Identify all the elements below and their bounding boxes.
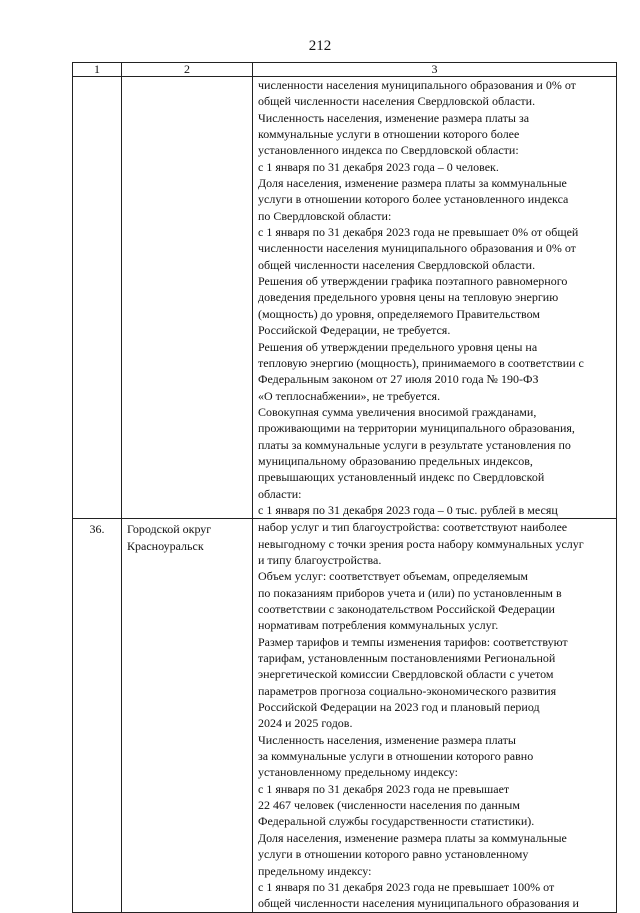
- table-row-36: [73, 519, 617, 912]
- text-line: набор услуг и тип благоустройства: соответствуют наиболее: [258, 520, 568, 535]
- row-number-cell: [73, 77, 122, 519]
- text-line: предельному индексу:: [258, 863, 372, 878]
- text-line: установленного индекса по Свердловской области:: [258, 143, 519, 158]
- text-line: энергетической комиссии Свердловской области с учетом: [258, 667, 554, 682]
- text-line: Федеральной службы государственности статистики).: [258, 814, 535, 829]
- text-line: невыгодному с точки зрения роста набору коммунальных услуг: [258, 536, 584, 551]
- text-line: Решения об утверждении графика поэтапного равномерного: [258, 274, 568, 289]
- text-line: Российской Федерации, не требуется.: [258, 323, 451, 338]
- text-line: Численность населения, изменение размера платы: [258, 732, 516, 747]
- text-line: общей численности населения Свердловской области.: [258, 257, 536, 272]
- description-cell: [253, 77, 617, 519]
- column-header-2: 2: [122, 63, 253, 77]
- text-line: с 1 января по 31 декабря 2023 года – 0 человек.: [258, 159, 499, 174]
- text-line: 2024 и 2025 годов.: [258, 716, 353, 731]
- text-line: Совокупная сумма увеличения вносимой гражданами,: [258, 404, 537, 419]
- text-line: установленному предельному индексу:: [258, 765, 458, 780]
- text-line: по показаниям приборов учета и (или) по установленным в: [258, 585, 562, 600]
- text-line: Размер тарифов и темпы изменения тарифов: соответствуют: [258, 634, 568, 649]
- text-line: Доля населения, изменение размера платы за коммунальные: [258, 176, 567, 191]
- text-line: с 1 января по 31 декабря 2023 года не превышает 100% от: [258, 879, 555, 894]
- table-header-row: [73, 63, 617, 77]
- text-line: муниципальному образованию предельных индексов,: [258, 453, 533, 468]
- text-line: Российской Федерации на 2023 год и плановый период: [258, 700, 540, 715]
- text-line: Решения об утверждении предельного уровня цены на: [258, 339, 538, 354]
- text-line: с 1 января по 31 декабря 2023 года не превышает 0% от общей: [258, 225, 579, 240]
- page-number: 212: [308, 38, 332, 54]
- tariff-table: [72, 62, 617, 913]
- text-line: доведения предельного уровня цены на тепловую энергию: [258, 290, 559, 305]
- text-line: коммунальные услуги в отношении которого более: [258, 127, 520, 142]
- text-line: превышающих установленный индекс по Свердловской: [258, 470, 545, 485]
- text-line: по Свердловской области:: [258, 208, 392, 223]
- text-line: 22 467 человек (численности населения по данным: [258, 798, 520, 813]
- text-line: Федеральным законом от 27 июля 2010 года № 190-ФЗ: [258, 372, 539, 387]
- text-line: общей численности населения муниципального образования и: [258, 896, 579, 911]
- text-line: тарифам, установленным постановлениями Региональной: [258, 651, 556, 666]
- text-line: нормативам потребления коммунальных услуг.: [258, 618, 499, 633]
- text-line: услуги в отношении которого равно установленному: [258, 847, 529, 862]
- text-line: «О теплоснабжении», не требуется.: [258, 388, 441, 403]
- text-line: и типу благоустройства.: [258, 552, 382, 567]
- text-line: Доля населения, изменение размера платы за коммунальные: [258, 830, 567, 845]
- municipality-cell: Городской округ Красноуральск: [122, 519, 253, 912]
- text-line: с 1 января по 31 декабря 2023 года – 0 тыс. рублей в месяц: [258, 502, 558, 517]
- text-line: соответствии с законодательством Российской Федерации: [258, 602, 555, 616]
- text-line: услуги в отношении которого более установленного индекса: [258, 192, 569, 207]
- row-number-cell: 36.: [73, 519, 122, 912]
- text-line: численности населения муниципального образования и 0% от: [258, 241, 576, 256]
- table-row-continued: [73, 77, 617, 519]
- text-line: с 1 января по 31 декабря 2023 года не превышает: [258, 781, 510, 796]
- text-line: платы за коммунальные услуги в результате установления по: [258, 437, 571, 452]
- column-header-3: 3: [253, 63, 617, 77]
- municipality-cell: [122, 77, 253, 519]
- text-line: области:: [258, 486, 302, 501]
- text-line: проживающими на территории муниципального образования,: [258, 421, 575, 436]
- text-line: численности населения муниципального образования и 0% от: [258, 78, 576, 92]
- text-line: (мощность) до уровня, определяемого Правительством: [258, 306, 541, 321]
- column-header-1: 1: [73, 63, 122, 77]
- text-line: за коммунальные услуги в отношении которого равно: [258, 749, 534, 764]
- description-cell: [253, 519, 617, 912]
- text-line: Численность населения, изменение размера платы за: [258, 110, 530, 125]
- text-line: общей численности населения Свердловской области.: [258, 94, 536, 109]
- text-line: Объем услуг: соответствует объемам, определяемым: [258, 569, 529, 584]
- text-line: параметров прогноза социально-экономического развития: [258, 683, 557, 698]
- text-line: тепловую энергию (мощность), принимаемого в соответствии с: [258, 355, 584, 370]
